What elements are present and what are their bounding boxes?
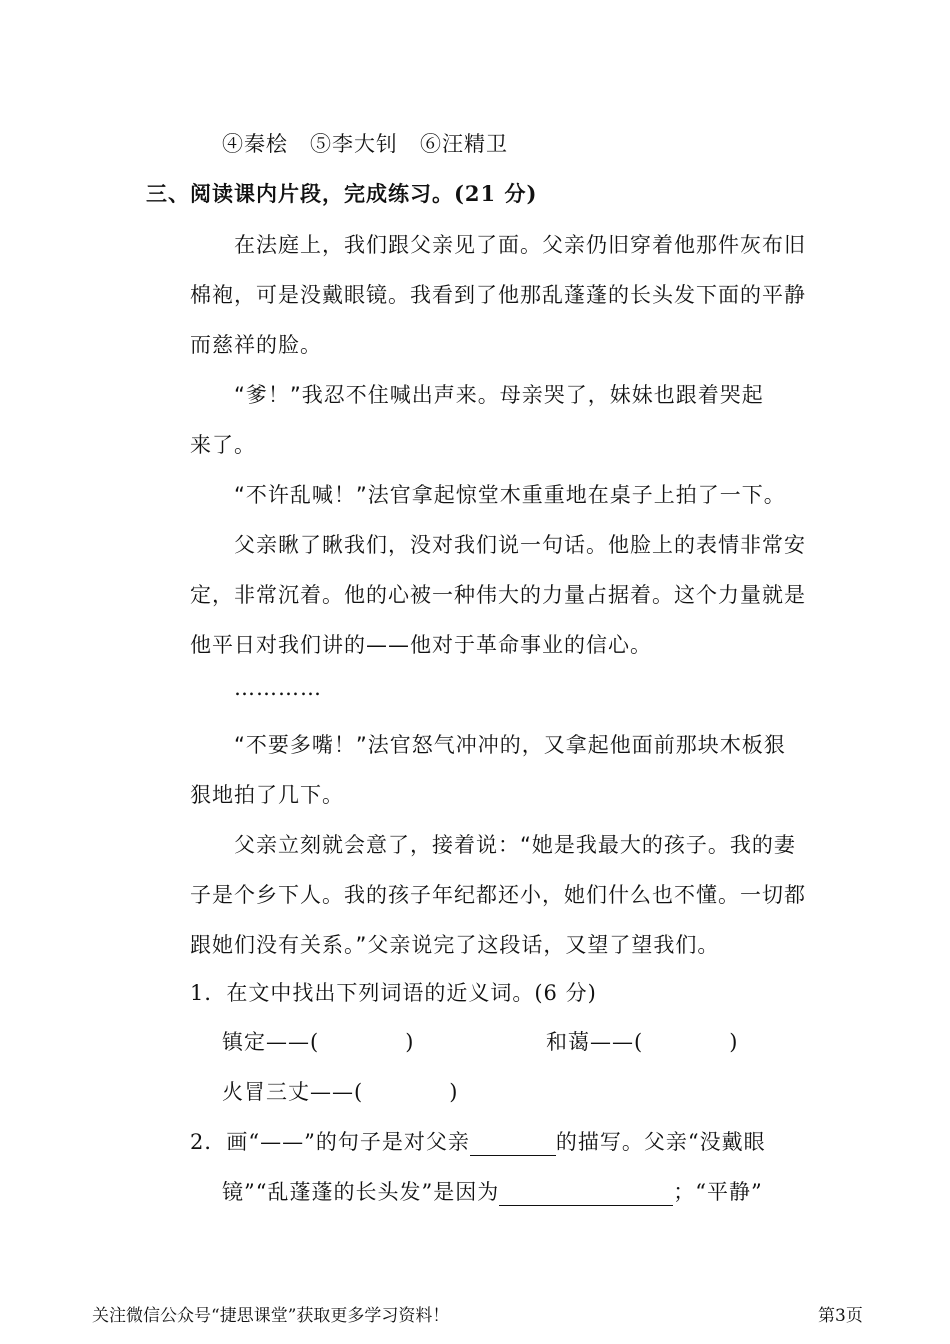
passage-line: 棉袍，可是没戴眼镜。我看到了他那乱蓬蓬的长头发下面的平静 bbox=[190, 283, 806, 307]
answer-options: ④秦桧 ⑤李大钊 ⑥汪精卫 bbox=[222, 132, 508, 156]
passage-line: “不许乱喊！”法官拿起惊堂木重重地在桌子上拍了一下。 bbox=[234, 483, 786, 507]
q2-text: 2．画“——”的句子是对父亲 bbox=[190, 1130, 470, 1154]
passage-line: 子是个乡下人。我的孩子年纪都还小，她们什么也不懂。一切都 bbox=[190, 883, 806, 907]
passage-line: “爹！”我忍不住喊出声来。母亲哭了，妹妹也跟着哭起 bbox=[234, 383, 764, 407]
section-heading: 三、阅读课内片段，完成练习。(21 分) bbox=[146, 181, 538, 206]
close-paren: ) bbox=[449, 1080, 459, 1104]
q1-word-zhending bbox=[222, 1026, 414, 1056]
question-2-line2 bbox=[222, 1176, 763, 1206]
q2-text: ；“平静” bbox=[673, 1180, 763, 1204]
passage-line: 他平日对我们讲的——他对于革命事业的信心。 bbox=[190, 633, 652, 657]
passage-line: 狠地拍了几下。 bbox=[190, 783, 344, 807]
question-1: 1．在文中找出下列词语的近义词。(6 分) bbox=[190, 981, 597, 1005]
q2-text: 的描写。父亲“没戴眼 bbox=[555, 1130, 766, 1154]
q1-word-label: 和蔼——( bbox=[546, 1030, 644, 1054]
question-2-line1 bbox=[190, 1126, 766, 1156]
close-paren: ) bbox=[405, 1030, 415, 1054]
page-number: 第3页 bbox=[818, 1306, 863, 1326]
passage-line: “不要多嘴！”法官怒气冲冲的，又拿起他面前那块木板狠 bbox=[234, 733, 786, 757]
q1-word-label: 火冒三丈——( bbox=[222, 1080, 364, 1104]
answer-blank[interactable] bbox=[470, 1133, 556, 1156]
passage-line: 父亲立刻就会意了，接着说：“她是我最大的孩子。我的妻 bbox=[234, 833, 796, 857]
q1-word-huomao bbox=[222, 1076, 458, 1106]
q1-word-heai bbox=[546, 1026, 738, 1056]
answer-blank[interactable] bbox=[499, 1183, 673, 1206]
q1-word-label: 镇定——( bbox=[222, 1030, 320, 1054]
close-paren: ) bbox=[729, 1030, 739, 1054]
footer-promo: 关注微信公众号“捷思课堂”获取更多学习资料！ bbox=[92, 1306, 450, 1326]
passage-line: 定，非常沉着。他的心被一种伟大的力量占据着。这个力量就是 bbox=[190, 583, 806, 607]
passage-ellipsis: ………… bbox=[234, 676, 322, 700]
q2-text: 镜”“乱蓬蓬的长头发”是因为 bbox=[222, 1180, 500, 1204]
passage-line: 父亲瞅了瞅我们，没对我们说一句话。他脸上的表情非常安 bbox=[234, 533, 806, 557]
passage-line: 跟她们没有关系。”父亲说完了这段话，又望了望我们。 bbox=[190, 933, 720, 957]
passage-line: 在法庭上，我们跟父亲见了面。父亲仍旧穿着他那件灰布旧 bbox=[234, 233, 806, 257]
passage-line: 而慈祥的脸。 bbox=[190, 333, 322, 357]
passage-line: 来了。 bbox=[190, 433, 256, 457]
